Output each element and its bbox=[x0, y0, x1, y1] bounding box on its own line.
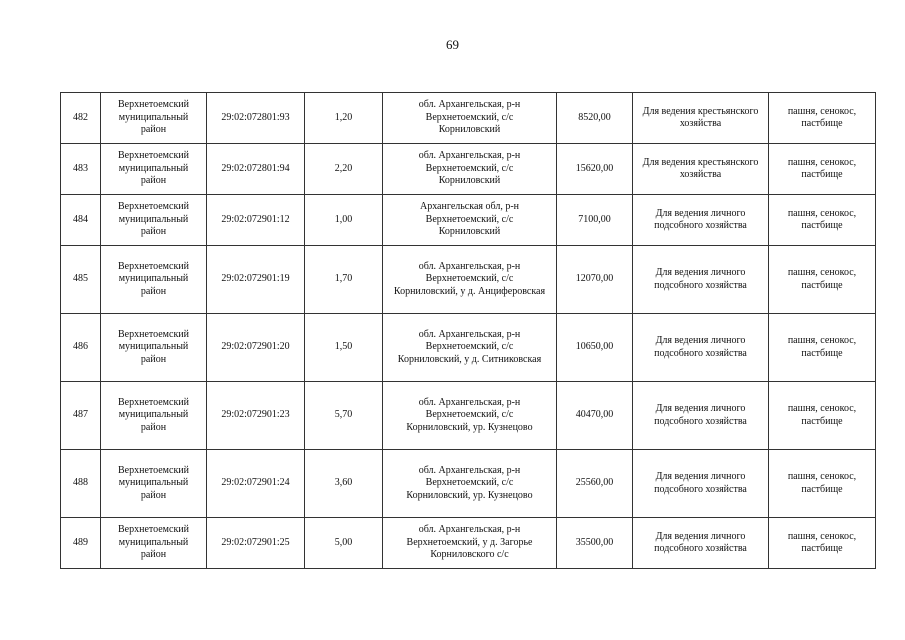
area-cell: 3,60 bbox=[305, 450, 383, 518]
purpose-cell: Для ведения крестьянского хозяйства bbox=[633, 93, 769, 144]
value-cell: 8520,00 bbox=[557, 93, 633, 144]
cadastral-number-cell: 29:02:072801:94 bbox=[207, 144, 305, 195]
municipality-cell: Верхнетоемский муниципальный район bbox=[101, 93, 207, 144]
purpose-cell: Для ведения личного подсобного хозяйства bbox=[633, 450, 769, 518]
land-use-cell: пашня, сенокос, пастбище bbox=[769, 93, 876, 144]
table-row bbox=[61, 93, 876, 144]
cadastral-number-cell: 29:02:072901:19 bbox=[207, 246, 305, 314]
address-cell: обл. Архангельская, р-н Верхнетоемский, с/с Корниловский bbox=[383, 144, 557, 195]
address-cell: Архангельская обл, р-н Верхнетоемский, с/с Корниловский bbox=[383, 195, 557, 246]
land-use-cell: пашня, сенокос, пастбище bbox=[769, 518, 876, 569]
cadastral-number-cell: 29:02:072901:23 bbox=[207, 382, 305, 450]
table-row bbox=[61, 195, 876, 246]
table-row bbox=[61, 382, 876, 450]
value-cell: 35500,00 bbox=[557, 518, 633, 569]
purpose-cell: Для ведения крестьянского хозяйства bbox=[633, 144, 769, 195]
municipality-cell: Верхнетоемский муниципальный район bbox=[101, 314, 207, 382]
land-use-cell: пашня, сенокос, пастбище bbox=[769, 195, 876, 246]
cadastral-number-cell: 29:02:072901:25 bbox=[207, 518, 305, 569]
address-cell: обл. Архангельская, р-н Верхнетоемский, с/с Корниловский bbox=[383, 93, 557, 144]
area-cell: 1,70 bbox=[305, 246, 383, 314]
area-cell: 5,70 bbox=[305, 382, 383, 450]
address-cell: обл. Архангельская, р-н Верхнетоемский, с/с Корниловский, у д. Анциферовская bbox=[383, 246, 557, 314]
municipality-cell: Верхнетоемский муниципальный район bbox=[101, 246, 207, 314]
address-cell: обл. Архангельская, р-н Верхнетоемский, с/с Корниловский, у д. Ситниковская bbox=[383, 314, 557, 382]
row-number-cell: 484 bbox=[61, 195, 101, 246]
municipality-cell: Верхнетоемский муниципальный район bbox=[101, 518, 207, 569]
municipality-cell: Верхнетоемский муниципальный район bbox=[101, 195, 207, 246]
land-use-cell: пашня, сенокос, пастбище bbox=[769, 382, 876, 450]
table-row bbox=[61, 450, 876, 518]
table-row bbox=[61, 144, 876, 195]
area-cell: 2,20 bbox=[305, 144, 383, 195]
municipality-cell: Верхнетоемский муниципальный район bbox=[101, 382, 207, 450]
purpose-cell: Для ведения личного подсобного хозяйства bbox=[633, 314, 769, 382]
land-use-cell: пашня, сенокос, пастбище bbox=[769, 144, 876, 195]
row-number-cell: 488 bbox=[61, 450, 101, 518]
purpose-cell: Для ведения личного подсобного хозяйства bbox=[633, 382, 769, 450]
row-number-cell: 489 bbox=[61, 518, 101, 569]
address-cell: обл. Архангельская, р-н Верхнетоемский, с/с Корниловский, ур. Кузнецово bbox=[383, 382, 557, 450]
purpose-cell: Для ведения личного подсобного хозяйства bbox=[633, 518, 769, 569]
address-cell: обл. Архангельская, р-н Верхнетоемский, у д. Загорье Корниловского с/с bbox=[383, 518, 557, 569]
municipality-cell: Верхнетоемский муниципальный район bbox=[101, 450, 207, 518]
value-cell: 15620,00 bbox=[557, 144, 633, 195]
area-cell: 1,00 bbox=[305, 195, 383, 246]
purpose-cell: Для ведения личного подсобного хозяйства bbox=[633, 195, 769, 246]
table-row bbox=[61, 518, 876, 569]
land-registry-table bbox=[60, 92, 876, 569]
land-use-cell: пашня, сенокос, пастбище bbox=[769, 450, 876, 518]
purpose-cell: Для ведения личного подсобного хозяйства bbox=[633, 246, 769, 314]
value-cell: 12070,00 bbox=[557, 246, 633, 314]
cadastral-number-cell: 29:02:072901:20 bbox=[207, 314, 305, 382]
land-use-cell: пашня, сенокос, пастбище bbox=[769, 314, 876, 382]
area-cell: 1,50 bbox=[305, 314, 383, 382]
land-use-cell: пашня, сенокос, пастбище bbox=[769, 246, 876, 314]
value-cell: 40470,00 bbox=[557, 382, 633, 450]
table-row bbox=[61, 246, 876, 314]
row-number-cell: 486 bbox=[61, 314, 101, 382]
municipality-cell: Верхнетоемский муниципальный район bbox=[101, 144, 207, 195]
area-cell: 1,20 bbox=[305, 93, 383, 144]
row-number-cell: 482 bbox=[61, 93, 101, 144]
area-cell: 5,00 bbox=[305, 518, 383, 569]
value-cell: 10650,00 bbox=[557, 314, 633, 382]
value-cell: 7100,00 bbox=[557, 195, 633, 246]
cadastral-number-cell: 29:02:072901:12 bbox=[207, 195, 305, 246]
cadastral-number-cell: 29:02:072901:24 bbox=[207, 450, 305, 518]
row-number-cell: 485 bbox=[61, 246, 101, 314]
table-row bbox=[61, 314, 876, 382]
row-number-cell: 483 bbox=[61, 144, 101, 195]
address-cell: обл. Архангельская, р-н Верхнетоемский, с/с Корниловский, ур. Кузнецово bbox=[383, 450, 557, 518]
row-number-cell: 487 bbox=[61, 382, 101, 450]
page-number: 69 bbox=[446, 37, 459, 52]
value-cell: 25560,00 bbox=[557, 450, 633, 518]
cadastral-number-cell: 29:02:072801:93 bbox=[207, 93, 305, 144]
